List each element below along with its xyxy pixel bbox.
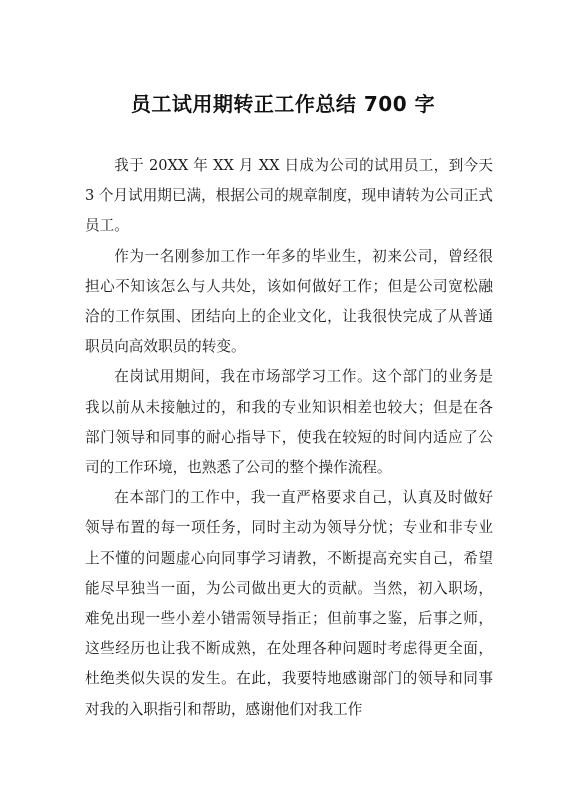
- paragraph-3: 在岗试用期间，我在市场部学习工作。这个部门的业务是我以前从未接触过的，和我的专业知识相差也较大；但是在各部门领导和同事的耐心指导下，使我在较短的时间内适应了公司的工作环境，也熟悉了公司的整个操作流程。: [85, 368, 493, 477]
- paragraph-2: 作为一名刚参加工作一年多的毕业生，初来公司，曾经很担心不知该怎么与人共处，该如何做好工作；但是公司宽松融洽的工作氛围、团结向上的企业文化，让我很快完成了从普通职员向高效职员的转变。: [85, 247, 493, 356]
- document-body: [85, 151, 493, 725]
- paragraph-4: 在本部门的工作中，我一直严格要求自己，认真及时做好领导布置的每一项任务，同时主动为领导分忧；专业和非专业上不懂的问题虚心向同事学习请教，不断提高充实自己，希望能尽早独当一面，为公司做出更大的贡献。当然，初入职场，难免出现一些小差小错需领导指正；但前事之鉴，后事之师，这些经历也让我不断成熟，在处理各种问题时考虑得更全面，杜绝类似失误的发生。在此，我要特地感谢部门的领导和同事对我的入职指引和帮助，感谢他们对我工作: [85, 489, 493, 718]
- paragraph-1: 我于 20XX 年 XX 月 XX 日成为公司的试用员工，到今天 3 个月试用期已满，根据公司的规章制度，现申请转为公司正式员工。: [85, 157, 493, 235]
- document-title: 员工试用期转正工作总结 700 字: [130, 92, 436, 116]
